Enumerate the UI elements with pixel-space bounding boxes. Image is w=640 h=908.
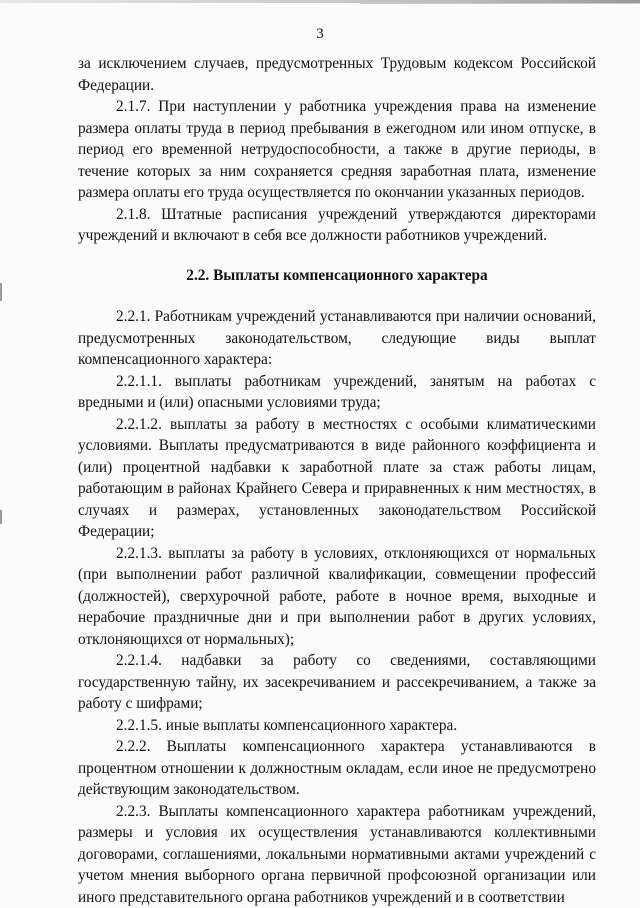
paragraph-continuation: за исключением случаев, предусмотренных Трудовым кодексом Российской Федерации. <box>78 53 596 96</box>
paragraph-2-2-1-1: 2.2.1.1. выплаты работникам учреждений, занятым на работах с вредными и (или) опасными условиями труда; <box>78 371 596 414</box>
paragraph-2-1-8: 2.1.8. Штатные расписания учреждений утверждаются директорами учреждений и включают в себя все должности работников учреждений. <box>78 204 596 247</box>
paragraph-2-2-1: 2.2.1. Работникам учреждений устанавливаются при наличии оснований, предусмотренных законодательством, следующие виды выплат компенсационного характера: <box>78 306 596 371</box>
page-number: 3 <box>0 26 640 43</box>
document-body <box>78 53 596 908</box>
scan-top-line <box>360 3 640 4</box>
paragraph-2-2-1-2: 2.2.1.2. выплаты за работу в местностях с особыми климатическими условиями. Выплаты предусматриваются в виде районного коэффициента и (или) процентной надбавки к заработной плате за стаж работы лицам, работающим в районах Крайнего Севера и приравненных к ним местностях, в случаях и размерах, установленных законодательством Российской Федерации; <box>78 414 596 543</box>
section-heading-2-2: 2.2. Выплаты компенсационного характера <box>78 265 596 287</box>
paragraph-2-2-1-4: 2.2.1.4. надбавки за работу со сведениями, составляющими государственную тайну, их засекречиванием и рассекречиванием, а также за работу с шифрами; <box>78 650 596 715</box>
paragraph-2-2-1-3: 2.2.1.3. выплаты за работу в условиях, отклоняющихся от нормальных (при выполнении работ различной квалификации, совмещении профессий (должностей), сверхурочной работе, работе в ночное время, выходные и нерабочие праздничные дни и при выполнении работ в других условиях, отклоняющихся от нормальных); <box>78 543 596 651</box>
paragraph-2-2-2: 2.2.2. Выплаты компенсационного характера устанавливаются в процентном отношении к должностным окладам, если иное не предусмотрено действующим законодательством. <box>78 736 596 801</box>
paragraph-2-2-1-5: 2.2.1.5. иные выплаты компенсационного характера. <box>78 715 596 737</box>
scan-left-mark <box>0 283 2 301</box>
paragraph-2-2-3: 2.2.3. Выплаты компенсационного характера работникам учреждений, размеры и условия их осуществления устанавливаются коллективными договорами, соглашениями, локальными нормативными актами учреждений с учетом мнения выборного органа первичной профсоюзной организации или иного представительного органа работников учреждений и в соответствии <box>78 801 596 908</box>
scan-left-mark <box>0 510 2 524</box>
paragraph-2-1-7: 2.1.7. При наступлении у работника учреждения права на изменение размера оплаты труда в период пребывания в ежегодном или ином отпуске, в период его временной нетрудоспособности, а также в другие периоды, в течение которых за ним сохраняется средняя заработная плата, изменение размера оплаты его труда осуществляется по окончании указанных периодов. <box>78 96 596 204</box>
